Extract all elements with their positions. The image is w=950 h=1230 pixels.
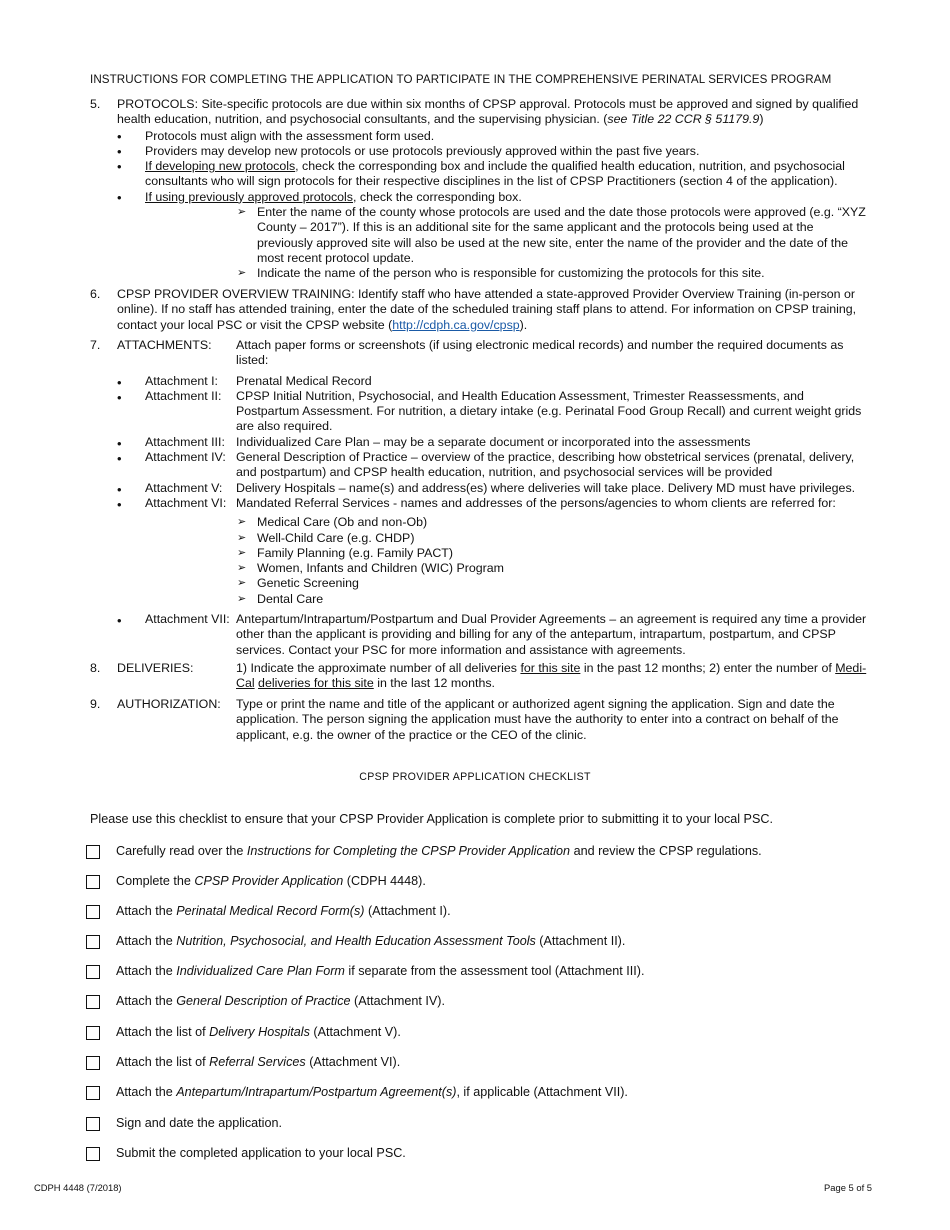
list-item: • If developing new protocols, check the corresponding box and include the qualified health education, nutrition, and psychosocial consultants who will sign protocols for their respective disciplines in the list of CPSP Practitioners (section 4 of the application). (90, 159, 870, 190)
checkbox[interactable] (86, 1056, 100, 1070)
section-heading: AUTHORIZATION: (117, 697, 221, 711)
section-heading: PROTOCOLS: (117, 97, 199, 111)
list-item: ➢ Enter the name of the county whose protocols are used and the date those protocols were approved (e.g. “XYZ County – 2017”). If this is an additional site for the same applicant and the protocols being used at the previously approved site will also be used at the new site, enter the name of the provider and the date of the most recent protocol update. (90, 205, 870, 266)
section-protocols: 5. PROTOCOLS: Site-specific protocols are due within six months of CPSP approval. Protocols must be approved and signed by qualified health education, nutrition, and psychosocial consultants, and the supervising physician. (see Title 22 CCR § 51179.9) • Protocols must align with the assessment form used. • Providers may develop new protocols or use protocols previously approved within the past five years. • If developing new protocols, check the corresponding box and include the qualified health education, nutrition, and psychosocial consultants who will sign protocols for their respective disciplines in the list of CPSP Practitioners (section 4 of the application). • If using previously approved protocols, check the corresponding box. ➢ Enter the name of the county whose protocols are used and the date those protocols were approved (e.g. “XYZ County – 2017”). If this is an additional site for the same applicant and the protocols being used at the previously approved site will also be used at the new site, enter the name of the provider and the date of the most recent protocol update. ➢ Indicate the name of the person who is responsible for customizing the protocols for this site. (90, 97, 870, 282)
checklist-item: Attach the list of Delivery Hospitals (Attachment V). (86, 1024, 401, 1042)
checkbox[interactable] (86, 1117, 100, 1131)
section-number: 6. (90, 287, 101, 301)
checkbox[interactable] (86, 875, 100, 889)
attachment-item: • Attachment VII: Antepartum/Intrapartum/Postpartum and Dual Provider Agreements – an agreement is required any time a provider other than the applicant is providing and billing for any of the antepartum, intrapartum, postpartum, and CPSP services. Contact your PSC for more information and assistance with agreements. (117, 612, 867, 657)
referral-item: ➢ Women, Infants and Children (WIC) Program (90, 561, 870, 576)
checkbox[interactable] (86, 965, 100, 979)
checkbox[interactable] (86, 1086, 100, 1100)
checkbox[interactable] (86, 1147, 100, 1161)
section-number: 8. (90, 661, 101, 675)
section-deliveries: 8. DELIVERIES: 1) Indicate the approximate number of all deliveries for this site in the past 12 months; 2) enter the number of Medi-Cal deliveries for this site in the last 12 months. (90, 661, 867, 691)
checklist-item: Complete the CPSP Provider Application (CDPH 4448). (86, 873, 426, 891)
checklist-item: Sign and date the application. (86, 1115, 282, 1133)
referral-item: ➢ Family Planning (e.g. Family PACT) (90, 546, 870, 561)
checklist-item: Attach the list of Referral Services (Attachment VI). (86, 1054, 400, 1072)
section-heading: DELIVERIES: (117, 661, 194, 675)
attachment-item: • Attachment VI: Mandated Referral Services - names and addresses of the persons/agencies to whom clients are referred for: (117, 495, 836, 512)
referral-item: ➢ Dental Care (90, 592, 870, 607)
referral-item: ➢ Genetic Screening (90, 576, 870, 591)
checklist-item: Attach the Perinatal Medical Record Form(s) (Attachment I). (86, 903, 451, 921)
referral-item: ➢ Well-Child Care (e.g. CHDP) (90, 531, 870, 546)
cpsp-website-link[interactable]: http://cdph.ca.gov/cpsp (392, 317, 520, 332)
section-authorization: 9. AUTHORIZATION: Type or print the name and title of the applicant or authorized agent signing the application. Sign and date the application. The person signing the application must have the authority to enter into a contract on behalf of the applicant, e.g. the owner of the practice or the CEO of the clinic. (90, 697, 839, 742)
section-number: 9. (90, 697, 101, 711)
checkbox[interactable] (86, 905, 100, 919)
list-item: • If using previously approved protocols, check the corresponding box. (90, 190, 870, 205)
section-attachments: 7. ATTACHMENTS: Attach paper forms or screenshots (if using electronic medical records) and number the required documents as listed: • Attachment I: Prenatal Medical Record • Attachment II: CPSP Initial Nutrition, Psychosocial, and Health Education Assessment, Trimester Reassessments, and Postpartum Assessment. For nutrition, a dietary intake (e.g. Perinatal Food Group Recall) and current weight grids are also required. • Attachment III: Individualized Care Plan – may be a separate document or incorporated into the assessments • Attachment IV: General Description of Practice – overview of the practice, describing how obstetrical services (prenatal, delivery, and postpartum) and CPSP health education, nutrition, and psychosocial services will be provided • Attachment V: Delivery Hospitals – name(s) and address(es) where deliveries will take place. Delivery MD must have privileges. • Attachment VI: Mandated Referral Services - names and addresses of the persons/agencies to whom clients are referred for: ➢ Medical Care (Ob and non-Ob) ➢ Well-Child Care (e.g. CHDP) ➢ Family Planning (e.g. Family PACT) ➢ Women, Infants and Children (WIC) Program ➢ Genetic Screening ➢ Dental Care • Attachment VII: Antepartum/Intrapartum/Postpartum and Dual Provider Agreements – an agreement is required any time a provider other than the applicant is providing and billing for any of the antepartum, intrapartum, postpartum, and CPSP services. Contact your PSC for more information and assistance with agreements. (90, 338, 870, 658)
checkbox[interactable] (86, 935, 100, 949)
attachment-item: • Attachment II: CPSP Initial Nutrition, Psychosocial, and Health Education Assessment, Trimester Reassessments, and Postpartum Assessment. For nutrition, a dietary intake (e.g. Perinatal Food Group Recall) and current weight grids are also required. (117, 388, 862, 434)
checklist-title: CPSP PROVIDER APPLICATION CHECKLIST (359, 771, 591, 783)
form-number: CDPH 4448 (7/2018) (34, 1182, 122, 1193)
section-heading: ATTACHMENTS: (117, 338, 212, 352)
attachment-item: • Attachment I: Prenatal Medical Record (117, 373, 372, 390)
section-overview-training: 6. CPSP PROVIDER OVERVIEW TRAINING: Identify staff who have attended a state-approved Provider Overview Training (in-person or online). If no staff has attended training, enter the date of the scheduled training staff plans to attend. For information on CPSP training, contact your local PSC or visit the CPSP website (http://cdph.ca.gov/cpsp). (90, 287, 857, 332)
attachment-item: • Attachment IV: General Description of Practice – overview of the practice, describing how obstetrical services (prenatal, delivery, and postpartum) and CPSP health education, nutrition, and psychosocial services will be provided (117, 450, 855, 480)
checklist-intro: Please use this checklist to ensure that your CPSP Provider Application is complete prior to submitting it to your local PSC. (90, 812, 773, 826)
attachment-item: • Attachment V: Delivery Hospitals – name(s) and address(es) where deliveries will take place. Delivery MD must have privileges. (117, 480, 856, 497)
list-item: • Providers may develop new protocols or use protocols previously approved within the past five years. (90, 144, 870, 159)
checklist-item: Attach the Nutrition, Psychosocial, and Health Education Assessment Tools (Attachment II). (86, 933, 625, 951)
checklist-item: Carefully read over the Instructions for Completing the CPSP Provider Application and review the CPSP regulations. (86, 843, 762, 861)
page-title: INSTRUCTIONS FOR COMPLETING THE APPLICATION TO PARTICIPATE IN THE COMPREHENSIVE PERINATAL SERVICES PROGRAM (90, 73, 832, 86)
page-number: Page 5 of 5 (824, 1182, 872, 1193)
list-item: • Protocols must align with the assessment form used. (90, 129, 870, 144)
section-number: 5. (90, 97, 101, 111)
protocol-bullets (90, 129, 870, 205)
checkbox[interactable] (86, 845, 100, 859)
section-heading: CPSP PROVIDER OVERVIEW TRAINING: (117, 287, 355, 301)
attachment-item: • Attachment III: Individualized Care Plan – may be a separate document or incorporated into the assessments (117, 434, 751, 451)
referral-item: ➢ Medical Care (Ob and non-Ob) (90, 515, 870, 530)
checkbox[interactable] (86, 995, 100, 1009)
checklist-item: Attach the Individualized Care Plan Form if separate from the assessment tool (Attachment III). (86, 963, 645, 981)
section-number: 7. (90, 338, 101, 352)
checklist-item: Submit the completed application to your local PSC. (86, 1145, 406, 1163)
checkbox[interactable] (86, 1026, 100, 1040)
checklist-item: Attach the Antepartum/Intrapartum/Postpartum Agreement(s), if applicable (Attachment VII). (86, 1084, 628, 1102)
checklist-item: Attach the General Description of Practice (Attachment IV). (86, 993, 445, 1011)
list-item: ➢ Indicate the name of the person who is responsible for customizing the protocols for this site. (90, 266, 870, 281)
